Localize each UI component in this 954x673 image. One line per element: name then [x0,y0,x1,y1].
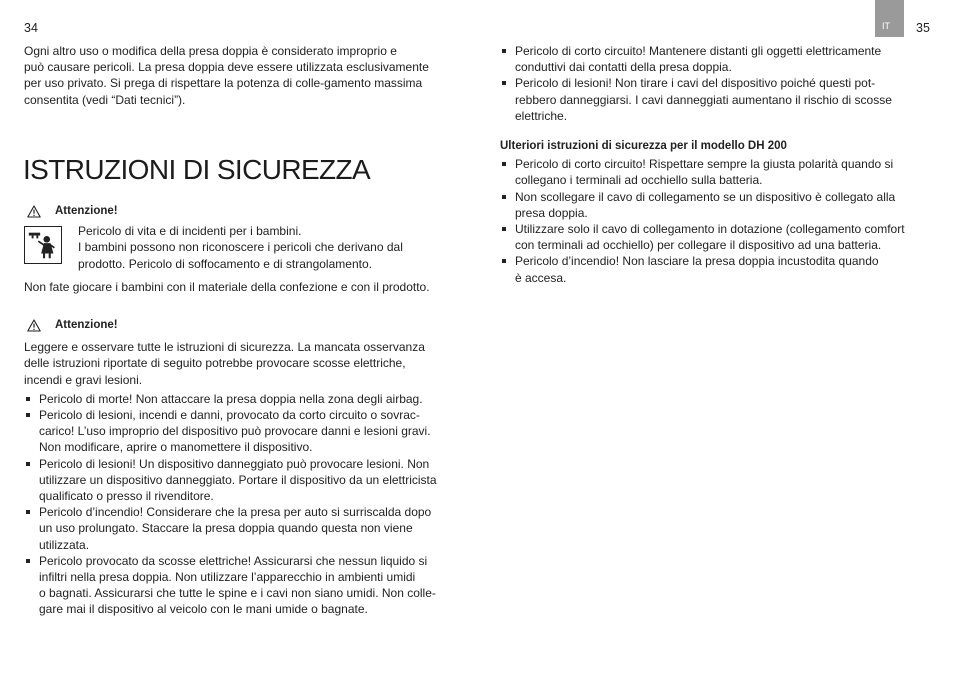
warning-row-1 [24,203,456,219]
list-item: Pericolo provocato da scosse elettriche! Assicurarsi che nessun liquido si infiltri nella presa doppia. Non utilizzare l’apparecchio in ambienti umidi o bagnati. Assicurarsi che tutte le spine e i cavi non siano umidi. Non colle- gare mai il dispositivo al veicolo con le mani umide o bagnate. [24,553,456,618]
list-item: Utilizzare solo il cavo di collegamento in dotazione (collegamento comfort con terminali ad occhiello) per collegare il dispositivo ad una batteria. [500,221,925,253]
child-warning-block [24,224,456,272]
list-item: Non scollegare il cavo di collegamento se un dispositivo è collegato alla presa doppia. [500,189,925,221]
child-warning-text: Pericolo di vita e di incidenti per i bambini. I bambini possono non riconoscere i pericoli che derivano dal prodotto. Pericolo di soffocamento e di strangolamento. [78,224,403,271]
page-number-right: 35 [916,21,930,35]
list-item: Pericolo di lesioni! Non tirare i cavi del dispositivo poiché questi pot- rebbero danneggiarsi. I cavi danneggiati aumentano il rischio di scosse elettriche. [500,75,925,124]
warning-label-1: Attenzione! [55,205,118,217]
list-item: Pericolo di lesioni! Un dispositivo danneggiato può provocare lesioni. Non utilizzare un dispositivo danneggiato. Portare il dispositivo da un elettricista qualificato o presso il rivenditore. [24,456,456,505]
safety-list-right [500,43,925,124]
packaging-warning-text: Non fate giocare i bambini con il materiale della confezione e con il prodotto. [24,279,430,294]
read-instructions-text: Leggere e osservare tutte le istruzioni di sicurezza. La mancata osservanza delle istruzioni riportate di seguito potrebbe provocare scosse elettriche, incendi e gravi lesioni. [24,340,425,387]
warning-label-2: Attenzione! [55,319,118,332]
safety-list-left [24,391,456,618]
warning-triangle-icon [27,205,41,218]
list-item: Pericolo d’incendio! Considerare che la presa per auto si surriscalda dopo un uso prolungato. Staccare la presa doppia quando questa non viene utilizzata. [24,504,456,553]
list-item: Pericolo di corto circuito! Mantenere distanti gli oggetti elettricamente conduttivi dai contatti della presa doppia. [500,43,925,75]
list-item: Pericolo di lesioni, incendi e danni, provocato da corto circuito o sovrac- carico! L’uso improprio del dispositivo può provocare danni e lesioni gravi. Non modificare, aprire o manomettere il dispositivo. [24,407,456,456]
warning-section-1 [24,203,456,618]
language-tab: IT [875,0,904,37]
warning-row-2 [24,317,456,333]
intro-paragraph: Ogni altro uso o modifica della presa doppia è considerato improprio e può causare pericoli. La presa doppia deve essere utilizzata esclusivamente per uso privato. Si prega di rispettare la potenza di colle-gamento massima consentita (vedi “Dati tecnici”). [24,44,429,107]
page-number-left: 34 [24,21,38,35]
page-title: ISTRUZIONI DI SICUREZZA [23,154,371,185]
right-column [500,43,925,286]
left-column [24,43,456,108]
child-choking-hazard-icon [24,226,62,264]
warning-triangle-icon [27,319,41,332]
list-item: Pericolo di morte! Non attaccare la presa doppia nella zona degli airbag. [24,391,456,407]
list-item: Pericolo di corto circuito! Rispettare sempre la giusta polarità quando si collegano i terminali ad occhiello sulla batteria. [500,156,925,188]
list-item: Pericolo d’incendio! Non lasciare la presa doppia incustodita quando è accesa. [500,253,925,285]
dh200-safety-list [500,156,925,286]
dh200-subheading: Ulteriori istruzioni di sicurezza per il modello DH 200 [500,140,787,153]
